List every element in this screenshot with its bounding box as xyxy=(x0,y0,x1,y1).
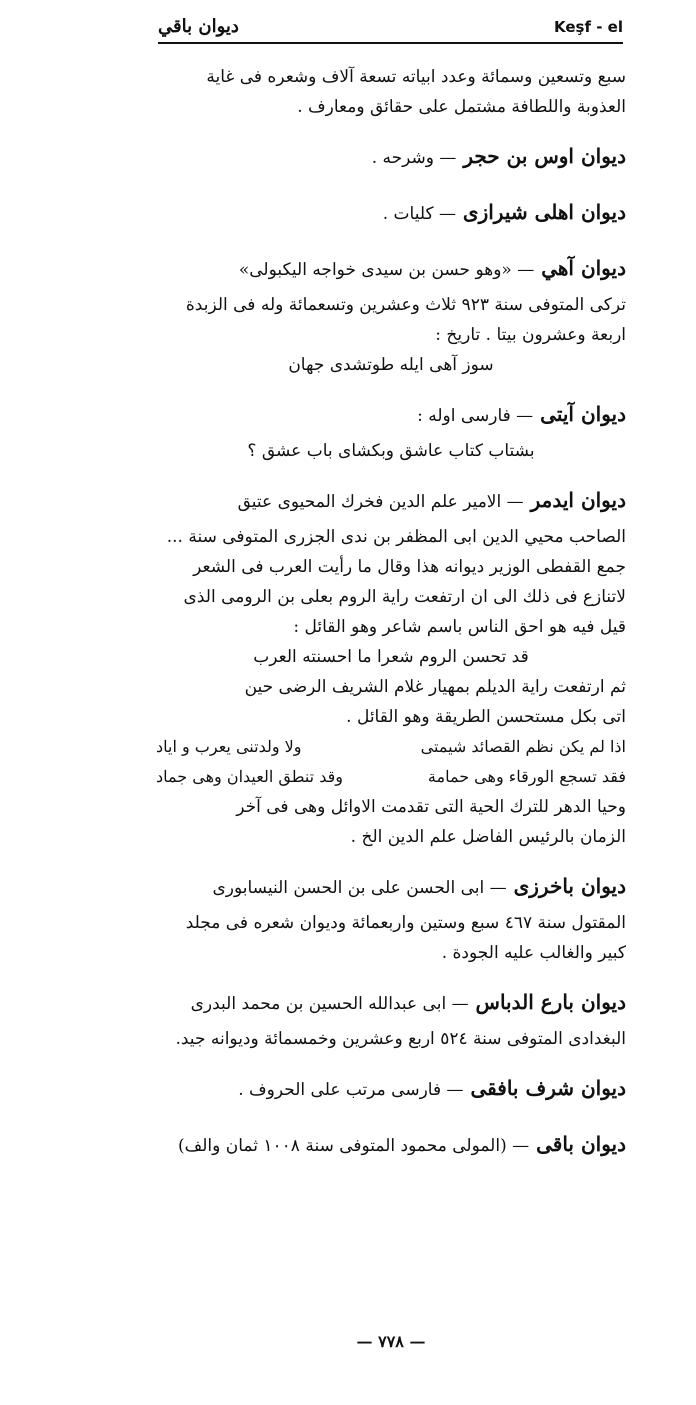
entry-title: ديوان باخرزى xyxy=(513,874,626,898)
entry-gloss: — وشرحه . xyxy=(371,148,457,168)
body-line: سبع وتسعين وسمائة وعدد ابياته تسعة آلاف وشعره فى غاية xyxy=(206,67,626,87)
body-line: وحيا الدهر للترك الحية التى تقدمت الاوائل وهى فى آخر xyxy=(236,797,626,817)
entry-title: ديوان اوس بن حجر xyxy=(463,144,626,168)
body-line: ثم ارتفعت راية الديلم بمهيار غلام الشريف الرضى حين xyxy=(244,677,626,697)
entry xyxy=(156,394,626,466)
verse-hemistich: وقد تنطق العيدان وهى جماد xyxy=(156,767,343,786)
body-line: المقتول سنة ٤٦٧ سبع وستين واربعمائة وديوان شعره فى مجلد xyxy=(185,913,626,933)
body-line: كبير والغالب عليه الجودة . xyxy=(441,943,626,963)
entry xyxy=(156,866,626,968)
entry xyxy=(156,1124,626,1166)
entry-heading xyxy=(156,480,626,522)
verse-hemistich: اذا لم يكن نظم القصائد شيمتى xyxy=(420,737,626,756)
entry-gloss: — كليات . xyxy=(382,204,456,224)
verse-couplet xyxy=(156,762,626,792)
body-line: البغدادى المتوفى سنة ٥٢٤ اربع وعشرين وخمسمائة وديوانه جيد. xyxy=(175,1029,626,1049)
entry-title: ديوان آهي xyxy=(541,256,626,280)
entry-heading xyxy=(156,192,626,234)
entry-heading xyxy=(156,982,626,1024)
body-line: قيل فيه هو احق الناس باسم شاعر وهو القائل : xyxy=(293,617,626,637)
entry-gloss: — فارسى مرتب على الحروف . xyxy=(238,1080,464,1100)
entry-title: ديوان بارع الدباس xyxy=(475,990,626,1014)
entry-gloss: — «وهو حسن بن سيدى خواجه اليكبولى» xyxy=(238,260,535,280)
entry-gloss: — (المولى محمود المتوفى سنة ١٠٠٨ ثمان والف) xyxy=(178,1136,530,1156)
body-line: العذوبة واللطافة مشتمل على حقائق ومعارف . xyxy=(297,97,626,117)
entry-heading xyxy=(156,248,626,290)
entry-title: ديوان اهلى شيرازى xyxy=(462,200,626,224)
verse-couplet xyxy=(156,732,626,762)
body-line: الصاحب محيي الدين ابى المظفر بن ندى الجزرى المتوفى سنة ... xyxy=(166,527,626,547)
page-body xyxy=(156,62,626,1166)
entry-heading xyxy=(156,136,626,178)
body-line: الزمان بالرئيس الفاضل علم الدين الخ . xyxy=(350,827,626,847)
entry-title: ديوان آيتى xyxy=(540,402,626,426)
entry xyxy=(156,136,626,178)
entry-gloss: — فارسى اوله : xyxy=(417,406,534,426)
body-line: تركى المتوفى سنة ٩٢٣ ثلاث وعشرين وتسعمائة وله فى الزبدة xyxy=(185,295,626,315)
entry xyxy=(156,982,626,1054)
entry xyxy=(156,248,626,380)
running-title-latin: Keşf - el xyxy=(554,18,623,36)
verse-quote: بشتاب كتاب عاشق وبكشاى باب عشق ؟ xyxy=(247,441,535,461)
entry xyxy=(156,480,626,852)
body-line: لاتنازع فى ذلك الى ان ارتفعت راية الروم بعلى بن الرومى الذى xyxy=(183,587,626,607)
entry xyxy=(156,192,626,234)
body-line: اربعة وعشرون بيتا . تاريخ : xyxy=(435,325,626,345)
verse-hemistich: ولا ولدتنى يعرب و اياد xyxy=(156,737,302,756)
entry-heading xyxy=(156,866,626,908)
entry-gloss: — ابى الحسن على بن الحسن النيسابورى xyxy=(212,878,507,898)
verse-hemistich: فقد تسجع الورقاء وهى حمامة xyxy=(427,767,626,786)
entry-gloss: — الامير علم الدين فخرك المحيوى عتيق xyxy=(237,492,524,512)
entry-heading xyxy=(156,394,626,436)
entry-gloss: — ابى عبدالله الحسين بن محمد البدرى xyxy=(190,994,469,1014)
entry-heading xyxy=(156,1124,626,1166)
page-number: — ٧٧٨ — xyxy=(356,1332,426,1351)
verse-quote: قد تحسن الروم شعرا ما احسنته العرب xyxy=(253,647,529,667)
entry-heading xyxy=(156,1068,626,1110)
body-line: جمع القفطى الوزير ديوانه هذا وقال ما رأيت العرب فى الشعر xyxy=(193,557,626,577)
running-title: ديوان باقي xyxy=(158,16,239,37)
running-head xyxy=(158,12,623,44)
body-line: اتى بكل مستحسن الطريقة وهو القائل . xyxy=(346,707,626,727)
verse-quote: سوز آهى ايله طوتشدى جهان xyxy=(288,355,494,375)
entry-title: ديوان ايدمر xyxy=(530,488,626,512)
entry-title: ديوان باقى xyxy=(536,1132,626,1156)
entry-title: ديوان شرف بافقى xyxy=(470,1076,626,1100)
entry xyxy=(156,1068,626,1110)
